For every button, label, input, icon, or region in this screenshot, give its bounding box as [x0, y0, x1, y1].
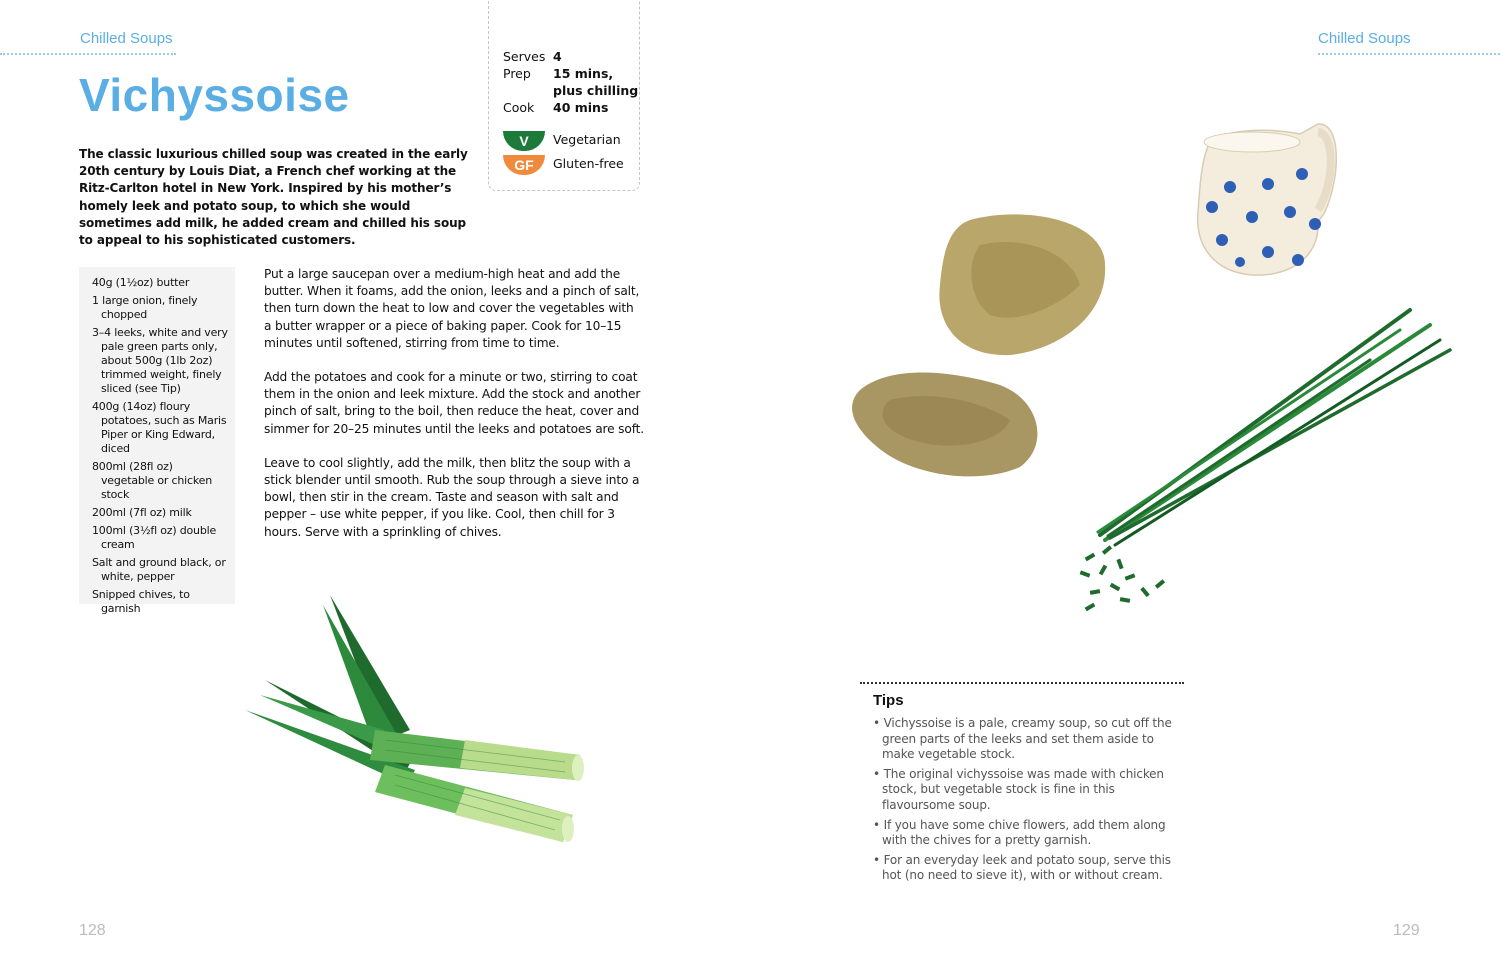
- recipe-intro: The classic luxurious chilled soup was created in the early 20th century by Louis Diat, a French chef working at the Ritz-Carlton hotel in New York. Inspired by his mother’s homely leek and potato soup, to which she would sometimes add milk, he added cream and chilled his soup to appeal to his sophisticated customers.: [79, 147, 468, 248]
- vegetarian-label: Vegetarian: [553, 132, 621, 147]
- ingredient-item: 400g (14oz) floury potatoes, such as Maris Piper or King Edward, diced: [92, 400, 227, 455]
- gluten-free-badge-icon: GF: [503, 155, 545, 175]
- ingredient-item: 1 large onion, finely chopped: [92, 294, 198, 321]
- page-number-right: 129: [1393, 922, 1420, 939]
- method-step: Leave to cool slightly, add the milk, then blitz the soup with a stick blender until smooth. Rub the soup through a sieve into a bowl, then stir in the cream. Taste and season with salt and pepper – use white pepper, if you like. Cool, then chill for 3 hours. Serve with a sprinkling of chives.: [264, 455, 640, 539]
- method-step: Add the potatoes and cook for a minute or two, stirring to coat them in the onion and leek mixture. Add the stock and another pinch of salt, bring to the boil, then reduce the heat, cover and simmer for 20–25 minutes until the leeks and potatoes are soft.: [264, 370, 644, 436]
- ingredients-panel: [79, 267, 235, 615]
- ingredient-item: Snipped chives, to garnish: [92, 588, 190, 615]
- section-tag-right: Chilled Soups: [1318, 30, 1411, 47]
- tip-text: The original vichyssoise was made with chicken stock, but vegetable stock is fine in this flavoursome soup.: [882, 766, 1164, 812]
- recipe-title: Vichyssoise: [79, 69, 350, 121]
- section-tag-underline-right: [1318, 53, 1500, 55]
- ingredient-item: 100ml (3½fl oz) double cream: [92, 524, 217, 551]
- tip-text: Vichyssoise is a pale, creamy soup, so cut off the green parts of the leeks and set them aside to make vegetable stock.: [882, 716, 1172, 762]
- ingredient-item: Salt and ground black, or white, pepper: [92, 556, 226, 583]
- ingredient-item: 40g (1½oz) butter: [92, 276, 190, 289]
- tip-item: • Vichyssoise is a pale, creamy soup, so cut off the green parts of the leeks and set them aside to make vegetable stock.: [873, 716, 1172, 762]
- cook-label: Cook: [503, 100, 535, 115]
- serves-value: 4: [553, 49, 562, 64]
- page-number-left: 128: [79, 922, 106, 939]
- ingredient-item: 3–4 leeks, white and very pale green parts only, about 500g (1lb 2oz) trimmed weight, finely sliced (see Tip): [92, 326, 228, 395]
- serves-label: Serves: [503, 49, 546, 64]
- tips-divider: [860, 682, 1184, 684]
- tips-title: Tips: [873, 692, 904, 709]
- tip-item: • If you have some chive flowers, add them along with the chives for a pretty garnish.: [873, 817, 1166, 848]
- prep-value: 15 mins, plus chilling: [553, 66, 639, 98]
- tip-text: If you have some chive flowers, add them along with the chives for a pretty garnish.: [882, 817, 1166, 848]
- cook-value: 40 mins: [553, 100, 609, 115]
- tip-item: • The original vichyssoise was made with chicken stock, but vegetable stock is fine in this flavoursome soup.: [873, 766, 1164, 812]
- section-tag-underline-left: [0, 53, 176, 55]
- vegetarian-badge-icon: V: [503, 131, 545, 151]
- ingredient-item: 200ml (7fl oz) milk: [92, 506, 192, 519]
- recipe-info-box: [488, 0, 640, 191]
- method-step: Put a large saucepan over a medium-high heat and add the butter. When it foams, add the onion, leeks and a pinch of salt, then turn down the heat to low and cover the vegetables with a butter wrapper or a piece of baking paper. Cook for 10–15 minutes until softened, stirring from time to time.: [264, 267, 640, 350]
- leeks-illustration: [235, 580, 595, 850]
- milk-jug-illustration: [1190, 112, 1350, 282]
- ingredient-item: 800ml (28fl oz) vegetable or chicken stock: [92, 460, 212, 501]
- prep-label: Prep: [503, 66, 531, 81]
- gluten-free-label: Gluten-free: [553, 156, 624, 171]
- tip-text: For an everyday leek and potato soup, serve this hot (no need to sieve it), with or without cream.: [882, 852, 1171, 883]
- section-tag-left: Chilled Soups: [80, 30, 173, 47]
- tips-list: [873, 716, 1178, 888]
- tip-item: • For an everyday leek and potato soup, serve this hot (no need to sieve it), with or without cream.: [873, 852, 1171, 883]
- chives-illustration: [1070, 300, 1460, 620]
- ingredients-list: [79, 267, 235, 616]
- method-section: [264, 266, 644, 558]
